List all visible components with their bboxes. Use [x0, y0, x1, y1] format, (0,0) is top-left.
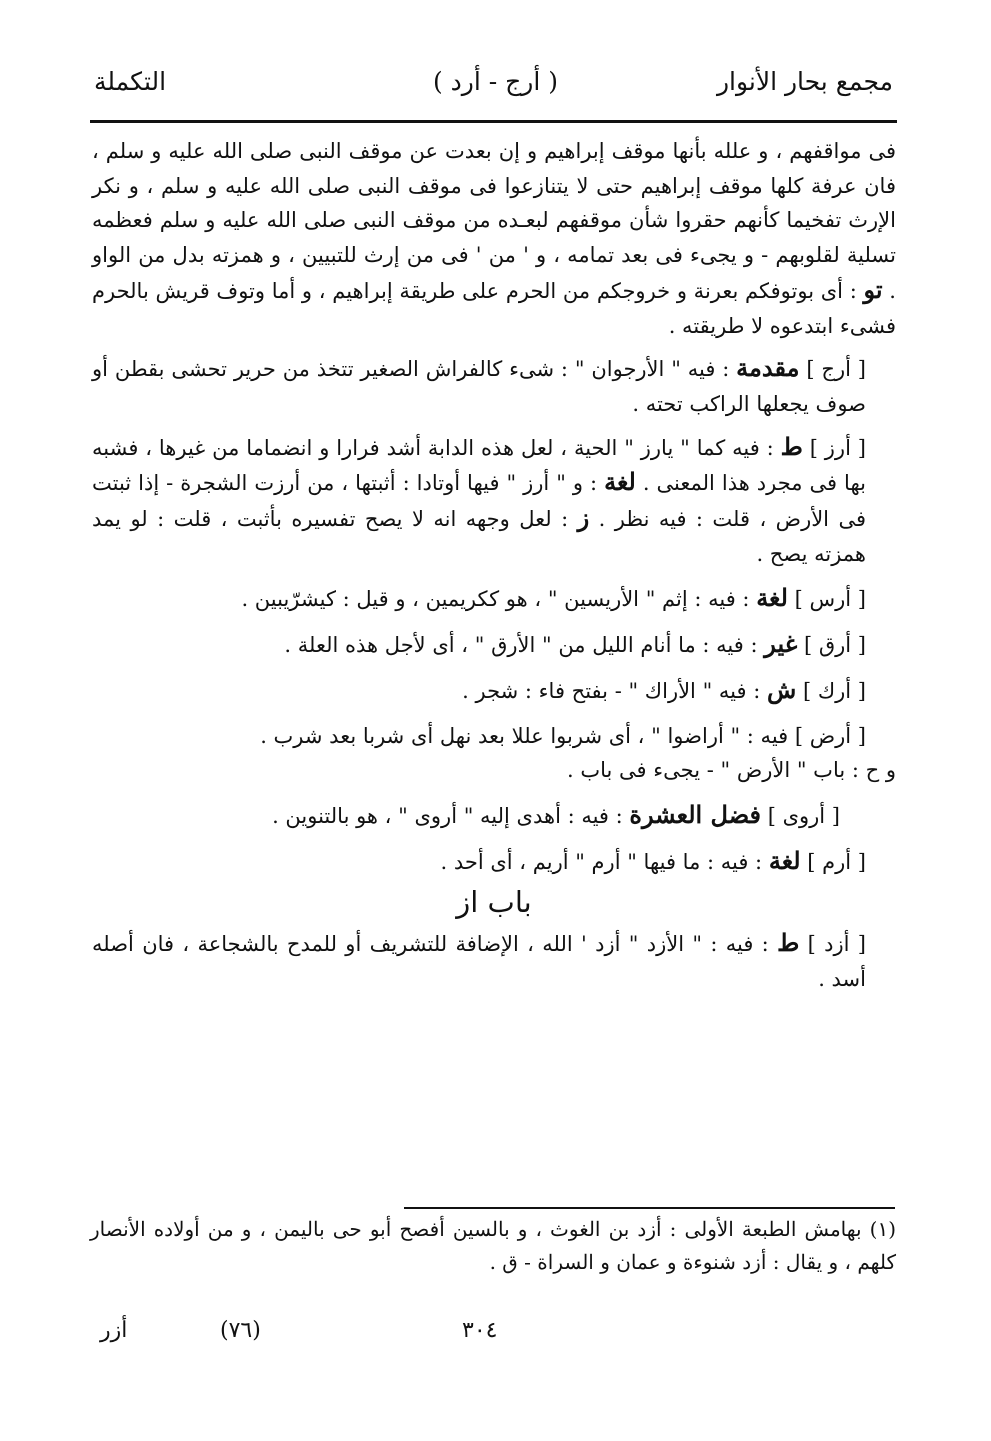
entry-headword: [ أروى ] [767, 803, 840, 828]
section-label: التكملة [94, 67, 167, 96]
source-abbreviation: مقدمة [736, 353, 800, 383]
running-title: مجمع بحار الأنوار [716, 67, 893, 96]
source-abbreviation: لغة [756, 583, 788, 613]
source-abbreviation: ط [780, 431, 803, 461]
page-entries-range: ( أرج - أرد ) [432, 67, 559, 96]
header-rule [90, 120, 897, 123]
source-abbreviation: فضل العشرة [629, 799, 762, 829]
section-heading: باب از [456, 885, 532, 920]
entry-headword: [ أرق ] [803, 633, 866, 658]
source-abbreviation: لغة [768, 845, 801, 875]
entry-headword: [ أرض ] [794, 723, 866, 748]
footnote-text: (١) بهامش الطبعة الأولى : أزد بن الغوث ، و بالسين أفصح أبو حى باليمن ، و من أولاده الأنصار كلهم ، و يقال : أزد شنوءة و عمان و السراة - ق . [90, 1217, 896, 1274]
entry-ark: [ أرك ] ش : فيه " الأراك " - بفتح فاء : شجر . [462, 674, 866, 704]
cross-reference: و ح : باب " الأرض " - يجىء فى باب . [567, 758, 896, 783]
entry-headword: [ أرك ] [802, 678, 866, 703]
source-abbreviation: ش [766, 674, 797, 704]
footnote [90, 1213, 896, 1279]
page-number: ٣٠٤ [462, 1318, 498, 1343]
paragraph: فى مواقفهم ، و علله بأنها موقف إبراهيم و إن بعدت عن موقف النبى صلى الله عليه و سلم ، فان عرفة كلها موقف إبراهيم حتى لا يتنازعوا فى موقف النبى صلى الله عليه و سلم ، و نكر الإرث تفخيما كأنهم حقروا شأن موقفهم لبعـده من موقف النبى صلى الله عليه و سلم فعظمه تسلية لقلوبهم - و يجىء فى بعد تمامه ، و ' من ' فى من إرث للتبيين ، و همزته بدل من الواو . تو : أى بوتوفكم بعرنة و خروجكم من الحرم على طريقة إبراهيم ، و أما وتوف قريش بالحرم فشىء ابتدعوه لا طريقته . [92, 139, 896, 338]
entry-azd: [ أزد ] ط : فيه : " الأزد " أزد ' الله ، الإضافة للتشريف أو للمدح بالشجاعة ، فان أصله أسد . [92, 928, 866, 991]
entry-arz: [ أرز ] ط : فيه كما " يارز " الحية ، لعل هذه الدابة أشد فرارا و انضماما من غيرها ، فشبه بها فى مجرد هذا المعنى . لغة : و " أرز " فيها أوتادا : أثبتها ، من أرزت الشجرة - إذا ثبتت فى الأرض ، قلت : فيه نظر . ز : لعل وجهه انه لا يصح تفسيره بأثبت ، قلت : لو يمد همزته يصح . [92, 431, 866, 566]
entry-headword: [ أرج ] [806, 357, 866, 382]
source-abbreviation: تو [863, 274, 883, 304]
source-abbreviation: غير [764, 629, 798, 659]
entry-aris: [ أرس ] لغة : فيه : إثم " الأريسين " ، هو ككريمين ، و قيل : كيشرّيبين . [241, 583, 866, 613]
entry-arwa: [ أروى ] فضل العشرة : فيه : أهدى إليه " أروى " ، هو بالتنوين . [272, 799, 840, 829]
entry-headword: [ أرز ] [809, 435, 866, 460]
main-text [92, 134, 896, 996]
entry-ard: [ أرض ] فيه : " أراضوا " ، أى شربوا عللا بعد نهل أى شربا بعد شرب . [260, 723, 866, 748]
source-abbreviation: لغة [604, 467, 636, 497]
source-abbreviation: ط [777, 928, 800, 958]
entry-arq: [ أرق ] غير : فيه : ما أنام الليل من " الأرق " ، أى لأجل هذه العلة . [284, 629, 866, 659]
entry-arj: [ أرج ] مقدمة : فيه " الأرجوان " : شىء كالفراش الصغير تتخذ من حرير تحشى بقطن أو صوف يجعلها الراكب تحته . [92, 353, 866, 416]
entry-headword: [ أزد ] [807, 932, 866, 957]
footnote-rule [404, 1207, 895, 1209]
entry-headword: [ أرس ] [794, 587, 866, 612]
catchword: أزر [100, 1318, 128, 1343]
entry-headword: [ أرم ] [807, 849, 866, 874]
entry-arm: [ أرم ] لغة : فيه : ما فيها " أرم " أريم ، أى أحد . [440, 845, 866, 875]
source-abbreviation: ز [577, 503, 590, 533]
signature-mark: (٧٦) [220, 1318, 261, 1343]
